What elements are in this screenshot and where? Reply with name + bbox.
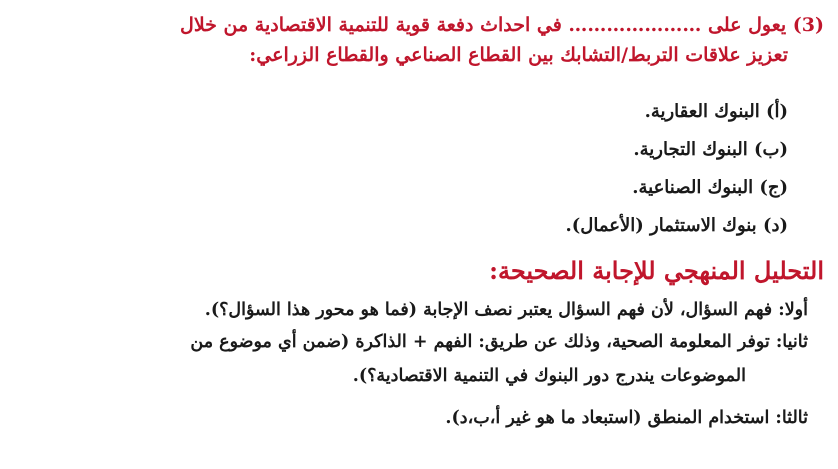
question-line-1: (3) يعول على ………………… في احداث دفعة قوية للتنمية الاقتصادية من خلال xyxy=(180,14,824,36)
question-line-2: تعزيز علاقات التربط/التشابك بين القطاع الصناعي والقطاع الزراعي: xyxy=(249,44,788,66)
analysis-step-2-line-1: ثانيا: توفر المعلومة الصحية، وذلك عن طريق: الفهم + الذاكرة (ضمن أي موضوع من xyxy=(190,332,808,352)
analysis-title: التحليل المنهجي للإجابة الصحيحة: xyxy=(489,256,824,285)
option-c: (ج) البنوك الصناعية. xyxy=(632,177,788,198)
analysis-step-2-line-2: الموضوعات يندرج دور البنوك في التنمية الاقتصادية؟). xyxy=(352,366,746,386)
analysis-step-3: ثالثا: استخدام المنطق (استبعاد ما هو غير أ،ب،د). xyxy=(445,408,808,428)
analysis-step-1: أولا: فهم السؤال، لأن فهم السؤال يعتبر نصف الإجابة (فما هو محور هذا السؤال؟). xyxy=(204,300,808,320)
option-b: (ب) البنوك التجارية. xyxy=(633,139,788,160)
option-d: (د) بنوك الاستثمار (الأعمال). xyxy=(565,215,788,236)
option-a: (أ) البنوك العقارية. xyxy=(644,101,788,122)
